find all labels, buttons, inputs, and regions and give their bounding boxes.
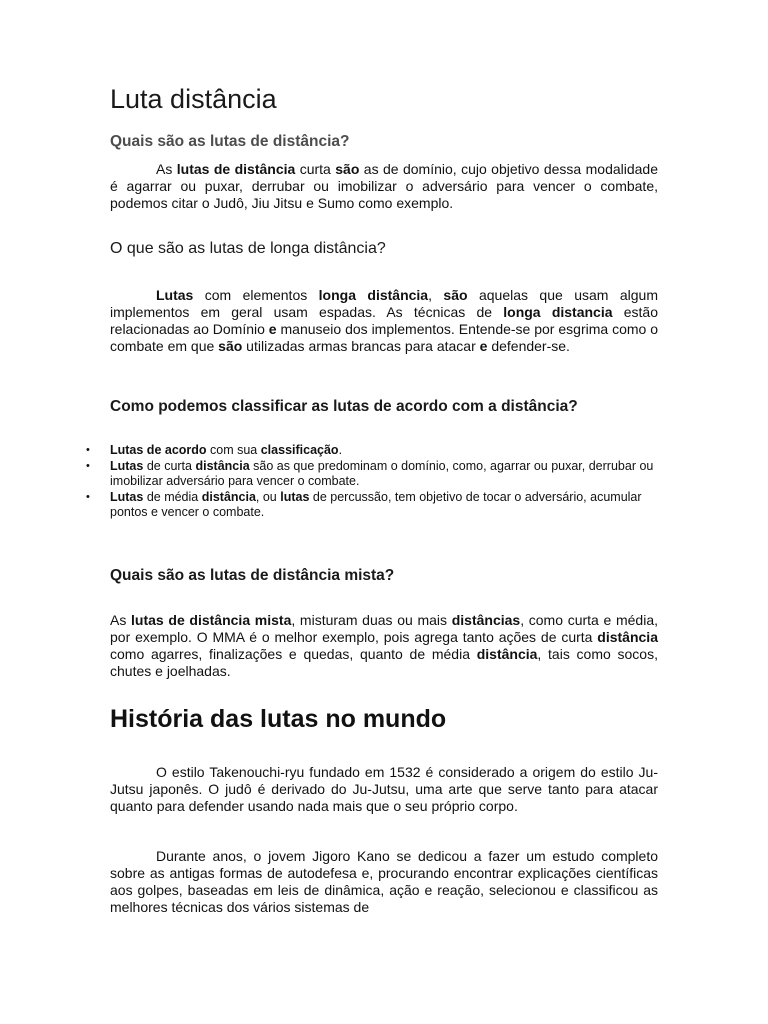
- text-span: com sua: [206, 443, 261, 457]
- paragraph-4: [110, 764, 658, 815]
- question-heading-4: Quais são as lutas de distância mista?: [110, 567, 395, 584]
- text-span: , ou: [255, 489, 281, 504]
- bullet-icon: •: [86, 459, 90, 472]
- text-span: de média: [143, 489, 202, 504]
- text-span: são as que predominam o domínio, como, agarrar ou puxar, derrubar ou imobilizar adversário para vencer o combate.: [110, 458, 654, 488]
- text-span: de percussão, tem objetivo de tocar o adversário, acumular pontos e vencer o combate.: [110, 489, 642, 519]
- question-heading-3: Como podemos classificar as lutas de acordo com a distância?: [110, 398, 578, 415]
- paragraph-2: [110, 287, 658, 355]
- text-span: utilizadas armas brancas para atacar: [242, 338, 480, 354]
- bold-span: distância: [195, 458, 250, 473]
- bold-span: distância: [201, 489, 256, 504]
- classification-list: [86, 443, 658, 521]
- bold-span: classificação: [260, 443, 339, 457]
- text-span: ,: [428, 287, 444, 303]
- bold-span: Lutas: [110, 489, 144, 504]
- bold-span: lutas de distância mista: [131, 612, 292, 628]
- text-span: defender-se.: [487, 338, 570, 354]
- text-span: como agarres, finalizações e quedas, quanto de média: [110, 646, 477, 662]
- bold-span: são: [443, 287, 468, 303]
- text-span: com elementos: [193, 287, 319, 303]
- bold-span: distâncias: [451, 612, 521, 628]
- bullet-icon: •: [86, 444, 90, 456]
- paragraph-3: [110, 612, 658, 680]
- bold-span: longa distancia: [503, 304, 613, 320]
- text-span: , tais como socos, chutes e joelhadas.: [110, 646, 658, 679]
- bullet-icon: •: [86, 490, 90, 503]
- bold-span: distância: [597, 629, 658, 645]
- bold-span: Lutas de acordo: [110, 443, 207, 457]
- page-title: Luta distância: [110, 84, 277, 114]
- text-span: manuseio dos implementos. Entende-se por esgrima como o combate em que: [110, 321, 658, 354]
- list-item: [86, 489, 658, 521]
- bold-span: lutas de distância: [176, 161, 296, 177]
- bold-span: Lutas: [110, 458, 144, 473]
- bold-span: e: [268, 321, 277, 337]
- paragraph-5: [110, 848, 658, 916]
- text-span: O estilo Takenouchi-ryu fundado em 1532 é considerado a origem do estilo Ju-Jutsu japonês. O judô é derivado do Ju-Jutsu, uma arte que serve tanto para atacar quanto para defender usando nada mais que o seu próprio corpo.: [110, 764, 658, 814]
- list-item: [86, 458, 658, 490]
- text-span: Durante anos, o jovem Jigoro Kano se dedicou a fazer um estudo completo sobre as antigas formas de autodefesa e, procurando encontrar explicações científicas aos golpes, baseadas em leis de dinâmica, ação e reação, selecionou e classificou as melhores técnicas dos vários sistemas de: [110, 848, 658, 915]
- question-heading-1: Quais são as lutas de distância?: [110, 133, 350, 150]
- text-span: aquelas que usam algum implementos em geral usam espadas. As técnicas de: [110, 287, 658, 320]
- bold-span: e: [479, 338, 488, 354]
- text-span: As: [156, 161, 177, 177]
- text-span: as de domínio, cujo objetivo dessa modalidade é agarrar ou puxar, derrubar ou imobilizar o adversário para vencer o combate, podemos citar o Judô, Jiu Jitsu e Sumo como exemplo.: [110, 161, 659, 211]
- paragraph-1: [110, 161, 658, 212]
- text-span: .: [338, 443, 343, 457]
- bold-span: Lutas: [156, 287, 194, 303]
- text-span: , como curta e média, por exemplo. O MMA é o melhor exemplo, pois agrega tanto ações de curta: [110, 612, 658, 645]
- list-item: [86, 443, 658, 459]
- question-heading-2: O que são as lutas de longa distância?: [110, 240, 386, 257]
- text-span: , misturam duas ou mais: [291, 612, 452, 628]
- bold-span: distância: [476, 646, 538, 662]
- section-heading: História das lutas no mundo: [110, 705, 447, 733]
- bold-span: longa distância: [318, 287, 429, 303]
- bold-span: são: [335, 161, 360, 177]
- bold-span: são: [218, 338, 243, 354]
- text-span: curta: [295, 161, 336, 177]
- text-span: As: [110, 612, 132, 628]
- text-span: estão relacionadas ao Domínio: [110, 304, 658, 337]
- text-span: de curta: [143, 458, 196, 473]
- bold-span: lutas: [280, 489, 310, 504]
